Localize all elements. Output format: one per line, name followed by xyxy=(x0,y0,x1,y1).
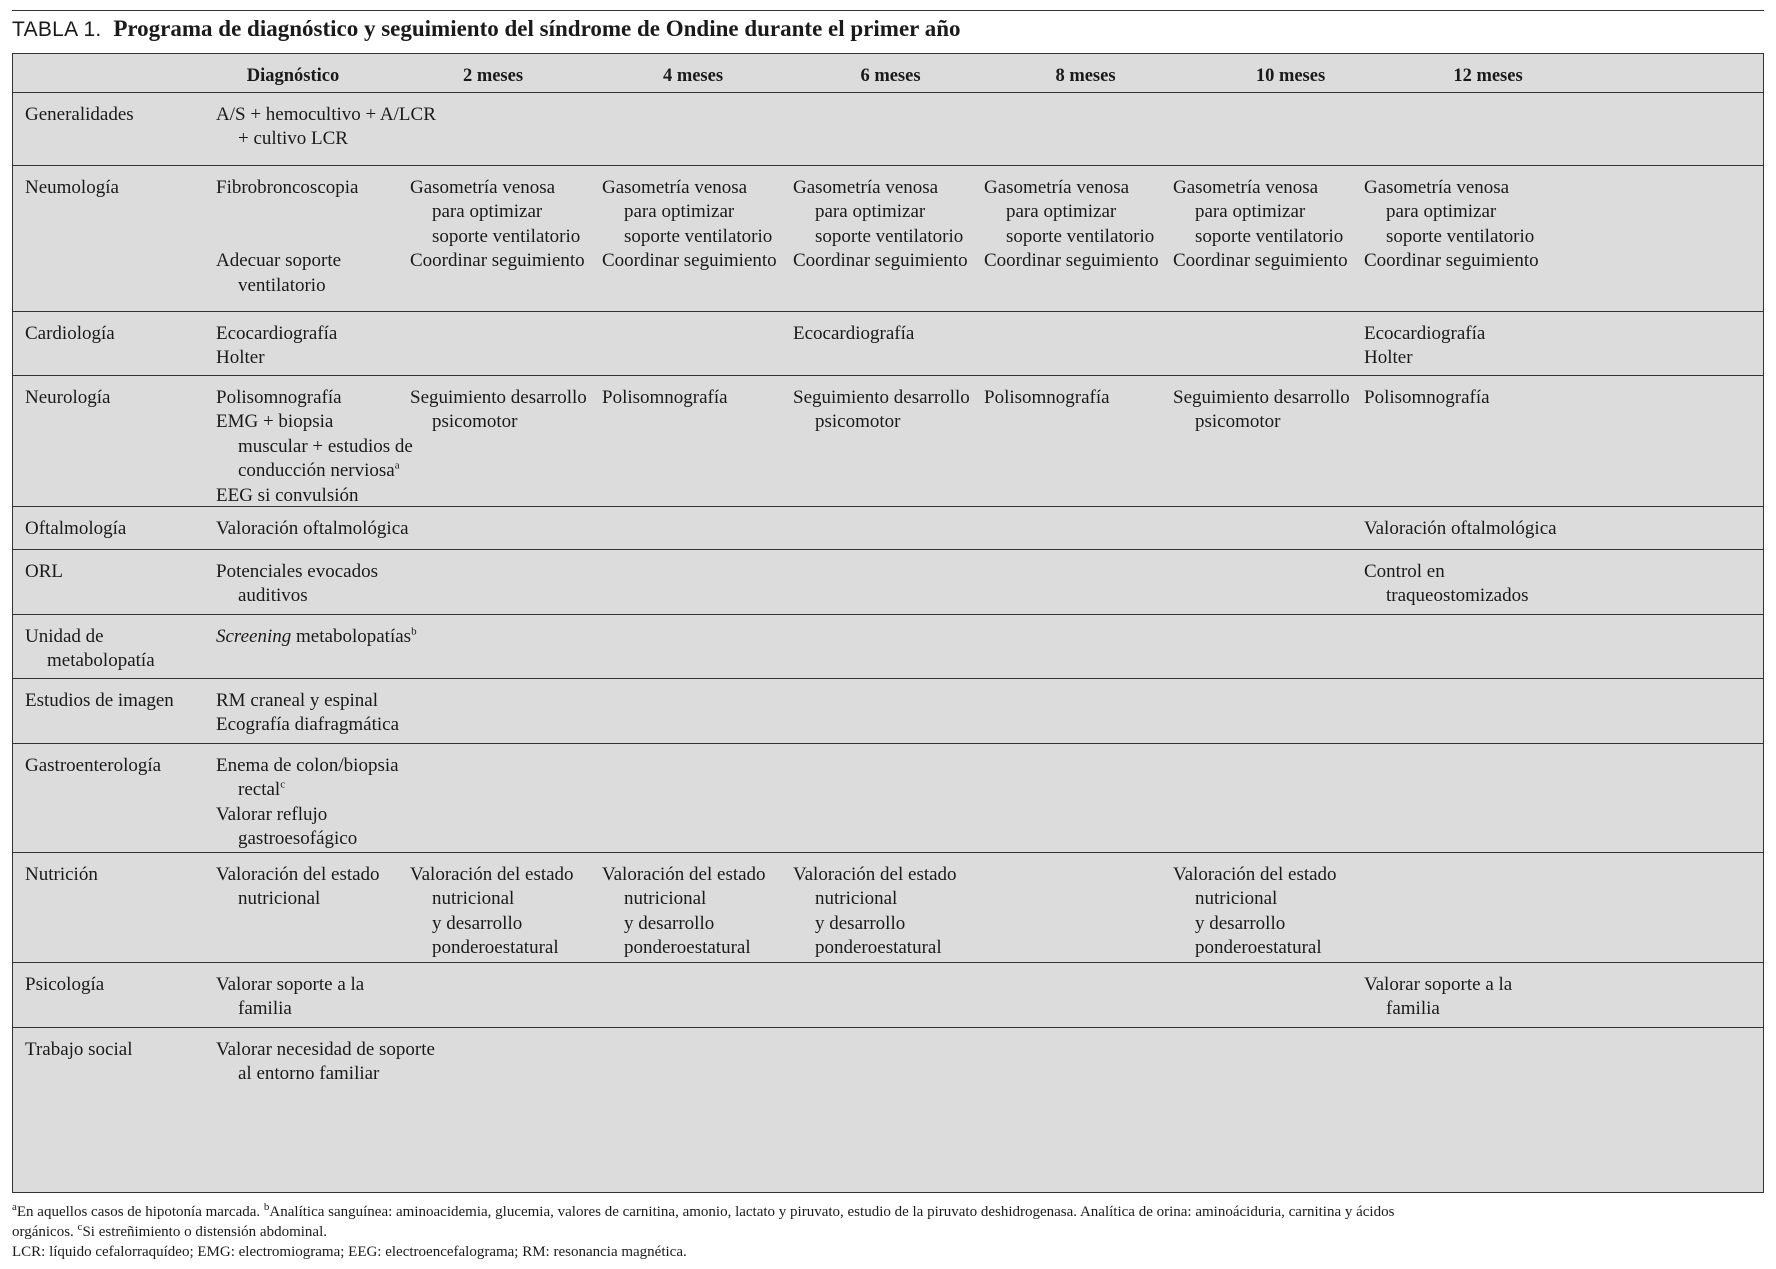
row-label: Trabajo social xyxy=(25,1039,133,1060)
diagnostico-cell: Valorar necesidad de soporte al entorno familiar xyxy=(216,1039,435,1085)
table-row xyxy=(13,853,1763,963)
row-label: Cardiología xyxy=(25,323,115,344)
table-row xyxy=(13,376,1763,507)
row-label: Nutrición xyxy=(25,864,98,885)
footnote-line: $^a$En aquellos casos de hipotonía marcada. $^b$Analítica sanguínea: aminoacidemia, glucemia, valores de carnitina, amonio, lactato y piruvato, estudio de la piruvato deshidrogenasa. Analítica de orina: aminoáciduria, carnitina y ácidos xyxy=(12,1201,1395,1220)
table-title: Programa de diagnóstico y seguimiento del síndrome de Ondine durante el primer año xyxy=(113,16,961,41)
month-4-cell: Valoración del estado nutricional y desarrollo ponderoestatural xyxy=(602,864,766,959)
month-6-cell: Seguimiento desarrollo psicomotor xyxy=(793,387,970,433)
diagnostico-cell: Valorar soporte a la familia xyxy=(216,974,365,1020)
month-10-cell: Seguimiento desarrollo psicomotor xyxy=(1173,387,1350,433)
month-2-cell: Seguimiento desarrollo psicomotor xyxy=(410,387,587,433)
followup-table xyxy=(12,53,1764,1193)
row-label: ORL xyxy=(25,561,63,582)
row-label: Estudios de imagen xyxy=(25,690,174,711)
diagnostico-cell: Polisomnografía EMG + biopsia muscular + estudios de conducción nerviosa$^a$ EEG si convulsión xyxy=(216,387,413,506)
diagnostico-cell: Potenciales evocados auditivos xyxy=(216,561,378,607)
month-8-cell: Gasometría venosa para optimizar soporte ventilatorio Coordinar seguimiento xyxy=(984,177,1159,272)
table-row xyxy=(13,963,1763,1028)
month-6-cell: Ecocardiografía xyxy=(793,323,915,344)
table-number: TABLA 1. xyxy=(12,18,102,41)
month-4-cell: Polisomnografía xyxy=(602,387,728,408)
month-12-cell: Valoración oftalmológica xyxy=(1364,518,1557,539)
month-8-cell: Polisomnografía xyxy=(984,387,1110,408)
row-label: Unidad de metabolopatía xyxy=(25,626,155,672)
table-row xyxy=(13,312,1763,376)
footnote-line: orgánicos. $^c$Si estreñimiento o distensión abdominal. xyxy=(12,1221,327,1240)
diagnostico-cell: Enema de colon/biopsia rectal$^c$ Valorar reflujo gastroesofágico xyxy=(216,755,399,850)
table-row xyxy=(13,679,1763,744)
month-2-cell: Valoración del estado nutricional y desarrollo ponderoestatural xyxy=(410,864,574,959)
table-row xyxy=(13,550,1763,615)
col-header-8-meses: 8 meses xyxy=(1055,66,1116,86)
table-row xyxy=(13,507,1763,550)
col-header-2-meses: 2 meses xyxy=(462,66,524,86)
abbreviations: LCR: líquido cefalorraquídeo; EMG: electromiograma; EEG: electroencefalograma; RM: resonancia magnética. xyxy=(12,1244,687,1260)
table-row xyxy=(13,166,1763,312)
row-label: Neumología xyxy=(25,177,119,198)
diagnostico-cell: Fibrobroncoscopia Adecuar soporte ventilatorio xyxy=(216,177,359,296)
footnote-marker: c xyxy=(280,779,286,792)
row-label: Psicología xyxy=(25,974,105,995)
top-rule xyxy=(12,10,1764,11)
table-row xyxy=(13,744,1763,853)
footnote-marker: a xyxy=(394,459,400,472)
diagnostico-cell: RM craneal y espinal Ecografía diafragmática xyxy=(216,690,400,736)
col-header-6-meses: 6 meses xyxy=(860,66,921,86)
col-header-10-meses: 10 meses xyxy=(1255,66,1326,86)
diagnostico-cell: Screening metabolopatías$^b$ xyxy=(216,625,417,647)
diagnostico-cell: Valoración oftalmológica xyxy=(216,518,409,539)
col-header-4-meses: 4 meses xyxy=(662,66,724,86)
month-12-cell: Gasometría venosa para optimizar soporte ventilatorio Coordinar seguimiento xyxy=(1364,177,1539,272)
month-12-cell: Polisomnografía xyxy=(1364,387,1490,408)
row-label: Neurología xyxy=(25,387,111,408)
footnotes xyxy=(12,1202,1764,1262)
footnote-marker: b xyxy=(411,625,417,638)
row-label: Gastroenterología xyxy=(25,755,162,776)
diagnostico-cell: Valoración del estado nutricional xyxy=(216,864,380,910)
month-12-cell: Ecocardiografía Holter xyxy=(1364,323,1486,369)
table-header-row xyxy=(13,54,1763,93)
row-label: Oftalmología xyxy=(25,518,127,539)
row-label: Generalidades xyxy=(25,104,134,125)
col-header-diagnostico: Diagnóstico xyxy=(246,66,340,86)
diagnostico-cell: Ecocardiografía Holter xyxy=(216,323,338,369)
table-row xyxy=(13,615,1763,679)
table-caption xyxy=(12,14,1764,45)
month-10-cell: Gasometría venosa para optimizar soporte ventilatorio Coordinar seguimiento xyxy=(1173,177,1348,272)
month-12-cell: Valorar soporte a la familia xyxy=(1364,974,1513,1020)
month-12-cell: Control en traqueostomizados xyxy=(1364,561,1529,607)
month-10-cell: Valoración del estado nutricional y desarrollo ponderoestatural xyxy=(1173,864,1337,959)
col-header-12-meses: 12 meses xyxy=(1453,66,1523,86)
month-6-cell: Gasometría venosa para optimizar soporte ventilatorio Coordinar seguimiento xyxy=(793,177,968,272)
month-6-cell: Valoración del estado nutricional y desarrollo ponderoestatural xyxy=(793,864,957,959)
table-row xyxy=(13,93,1763,166)
table-row xyxy=(13,1028,1763,1091)
month-4-cell: Gasometría venosa para optimizar soporte ventilatorio Coordinar seguimiento xyxy=(602,177,777,272)
diagnostico-cell: A/S + hemocultivo + A/LCR + cultivo LCR xyxy=(216,104,436,150)
month-2-cell: Gasometría venosa para optimizar soporte ventilatorio Coordinar seguimiento xyxy=(410,177,585,272)
